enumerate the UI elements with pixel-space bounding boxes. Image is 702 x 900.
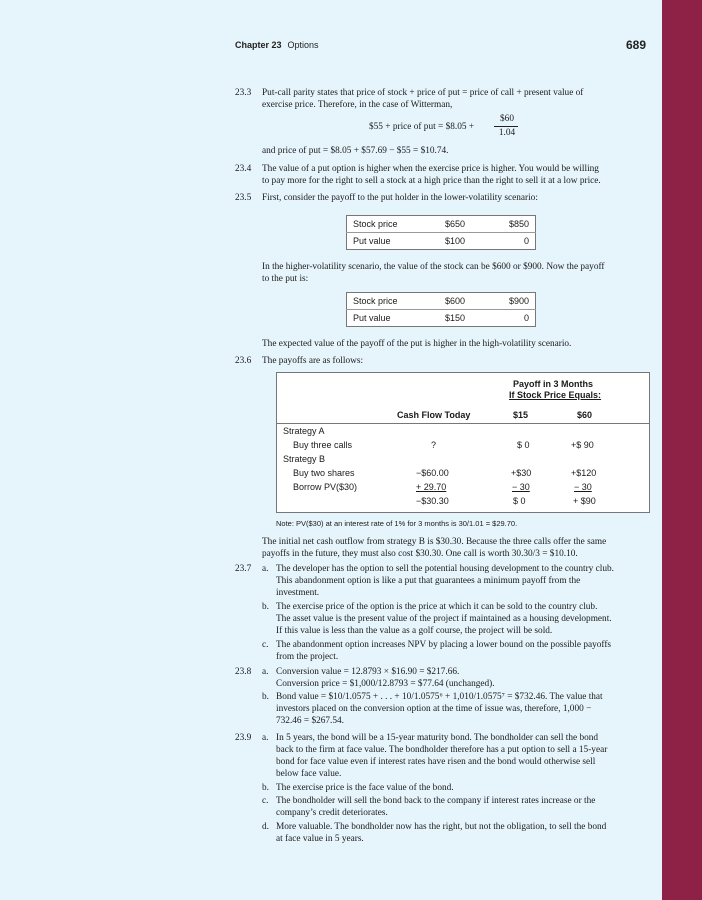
text-line: company’s credit deteriorates.	[276, 808, 388, 818]
text-line: In the higher-volatility scenario, the value of the stock can be $600 or $900. Now the payoff	[262, 262, 605, 272]
header-15: $15	[513, 410, 529, 420]
cell: $850	[508, 219, 529, 229]
text-line: investors placed on the conversion option at the time of issue was, therefore, 1,000 −	[276, 704, 592, 714]
cell: $900	[508, 296, 529, 306]
text-line: back to the firm at face value. The bondholder therefore has a put option to sell a 15-year	[276, 745, 608, 755]
text-line: In 5 years, the bond will be a 15-year maturity bond. The bondholder can sell the bond	[276, 733, 599, 743]
fraction-numerator: $60	[500, 114, 514, 124]
text-line: to pay more for the right to sell a stock at a high price than the right to sell it at a low price.	[262, 176, 601, 186]
text-line: Conversion value = 12.8793 × $16.90 = $217.66.	[276, 667, 460, 677]
text-line: The payoffs are as follows:	[262, 356, 364, 366]
item-number: 23.5	[235, 193, 252, 203]
cell: 0	[501, 233, 536, 250]
item-number: 23.7	[235, 564, 252, 574]
text-line: The bondholder will sell the bond back to the company if interest rates increase or the	[276, 796, 596, 806]
total-cell: −$30.30	[416, 496, 449, 506]
text-line: This abandonment option is like a put that guarantees a minimum payoff from the	[276, 576, 581, 586]
total-cell: $ 0	[513, 496, 526, 506]
sub-letter: c.	[262, 640, 269, 650]
cell: Stock price	[353, 219, 398, 229]
cell: − 30	[574, 482, 592, 492]
sub-letter: b.	[262, 602, 269, 612]
sub-letter: d.	[262, 822, 269, 832]
header-payoff-sub: If Stock Price Equals:	[509, 390, 602, 400]
text-line: to the put is:	[262, 274, 309, 284]
row-label: Borrow PV($30)	[293, 482, 358, 492]
cell: 0	[501, 310, 536, 327]
text-line: The exercise price of the option is the price at which it can be sold to the country club.	[276, 602, 598, 612]
sub-letter: c.	[262, 796, 269, 806]
cell: Put value	[347, 233, 440, 250]
fraction-denominator: 1.04	[498, 128, 516, 138]
cell: $100	[439, 233, 501, 250]
page-number: 689	[626, 38, 647, 52]
chapter-edge-band	[662, 0, 702, 900]
cell: $650	[445, 219, 466, 229]
high-volatility-table	[346, 292, 536, 327]
sub-letter: b.	[262, 692, 269, 702]
row-label: Buy three calls	[293, 440, 353, 450]
header-60: $60	[577, 410, 593, 420]
item-number: 23.8	[235, 667, 252, 677]
table-note: Note: PV($30) at an interest rate of 1% for 3 months is 30/1.01 = $29.70.	[276, 519, 518, 528]
header-payoff: Payoff in 3 Months	[513, 379, 594, 389]
row-label: Buy two shares	[293, 468, 355, 478]
low-volatility-table	[346, 215, 536, 250]
payoff-table	[276, 372, 650, 513]
text-line: The abandonment option increases NPV by placing a lower bound on the possible payoffs	[276, 640, 612, 650]
cell: +$30	[511, 468, 532, 478]
header-cash-flow: Cash Flow Today	[397, 410, 471, 420]
text-line: First, consider the payoff to the put holder in the lower-volatility scenario:	[262, 193, 538, 203]
cell: $ 0	[517, 440, 530, 450]
cell: ?	[431, 440, 437, 450]
cell: +$120	[571, 468, 597, 478]
running-header: Chapter 23 Options	[235, 40, 319, 50]
sub-letter: b.	[262, 783, 269, 793]
text-line: bond for face value even if interest rates have risen and the bond would otherwise sell	[276, 757, 596, 767]
text-line: The exercise price is the face value of the bond.	[276, 783, 454, 793]
text-line: The asset value is the present value of the project if maintained as a housing development.	[276, 614, 612, 624]
sub-letter: a.	[262, 667, 269, 677]
total-cell: + $90	[573, 496, 596, 506]
text-line: investment.	[276, 588, 320, 598]
text-line: at face value in 5 years.	[276, 834, 364, 844]
text-line: Bond value = $10/1.0575 + . . . + 10/1.0575⁶ + 1,010/1.0575⁷ = $732.46. The value that	[276, 692, 603, 702]
cell: Stock price	[353, 296, 398, 306]
text-line: from the project.	[276, 652, 339, 662]
sub-letter: a.	[262, 733, 269, 743]
text-line: More valuable. The bondholder now has the right, but not the obligation, to sell the bond	[276, 822, 607, 832]
text-line: and price of put = $8.05 + $57.69 − $55 = $10.74.	[262, 146, 449, 156]
text-line: If this value is less than the value as a golf course, the project will be sold.	[276, 626, 553, 636]
cell: −$60.00	[416, 468, 449, 478]
text-line: below face value.	[276, 769, 342, 779]
text-line: The developer has the option to sell the potential housing development to the country club.	[276, 564, 614, 574]
row-label: Strategy B	[283, 454, 326, 464]
header-rule	[277, 423, 649, 424]
cell: + 29.70	[416, 482, 447, 492]
item-number: 23.9	[235, 733, 252, 743]
text-line: Conversion price = $1,000/12.8793 = $77.64 (unchanged).	[276, 679, 495, 689]
text-line: 732.46 = $267.54.	[276, 716, 344, 726]
fraction-bar	[494, 126, 518, 127]
cell: − 30	[512, 482, 530, 492]
cell: +$ 90	[571, 440, 594, 450]
text-line: The initial net cash outflow from strategy B is $30.30. Because the three calls offer the same	[262, 537, 607, 547]
cell: Put value	[347, 310, 440, 327]
item-number: 23.4	[235, 164, 252, 174]
cell: $600	[445, 296, 466, 306]
row-label: Strategy A	[283, 426, 325, 436]
text-line: Put-call parity states that price of stock + price of put = price of call + present value of	[262, 88, 584, 98]
text-line: The expected value of the payoff of the put is higher in the high-volatility scenario.	[262, 339, 572, 349]
sub-letter: a.	[262, 564, 269, 574]
text-line: payoffs in the future, they must also cost $30.30. One call is worth 30.30/3 = $10.10.	[262, 549, 578, 559]
equation-left: $55 + price of put = $8.05 +	[369, 122, 475, 132]
cell: $150	[439, 310, 501, 327]
item-number: 23.6	[235, 356, 252, 366]
text-line: exercise price. Therefore, in the case of Witterman,	[262, 100, 453, 110]
item-number: 23.3	[235, 88, 252, 98]
text-line: The value of a put option is higher when the exercise price is higher. You would be willing	[262, 164, 599, 174]
